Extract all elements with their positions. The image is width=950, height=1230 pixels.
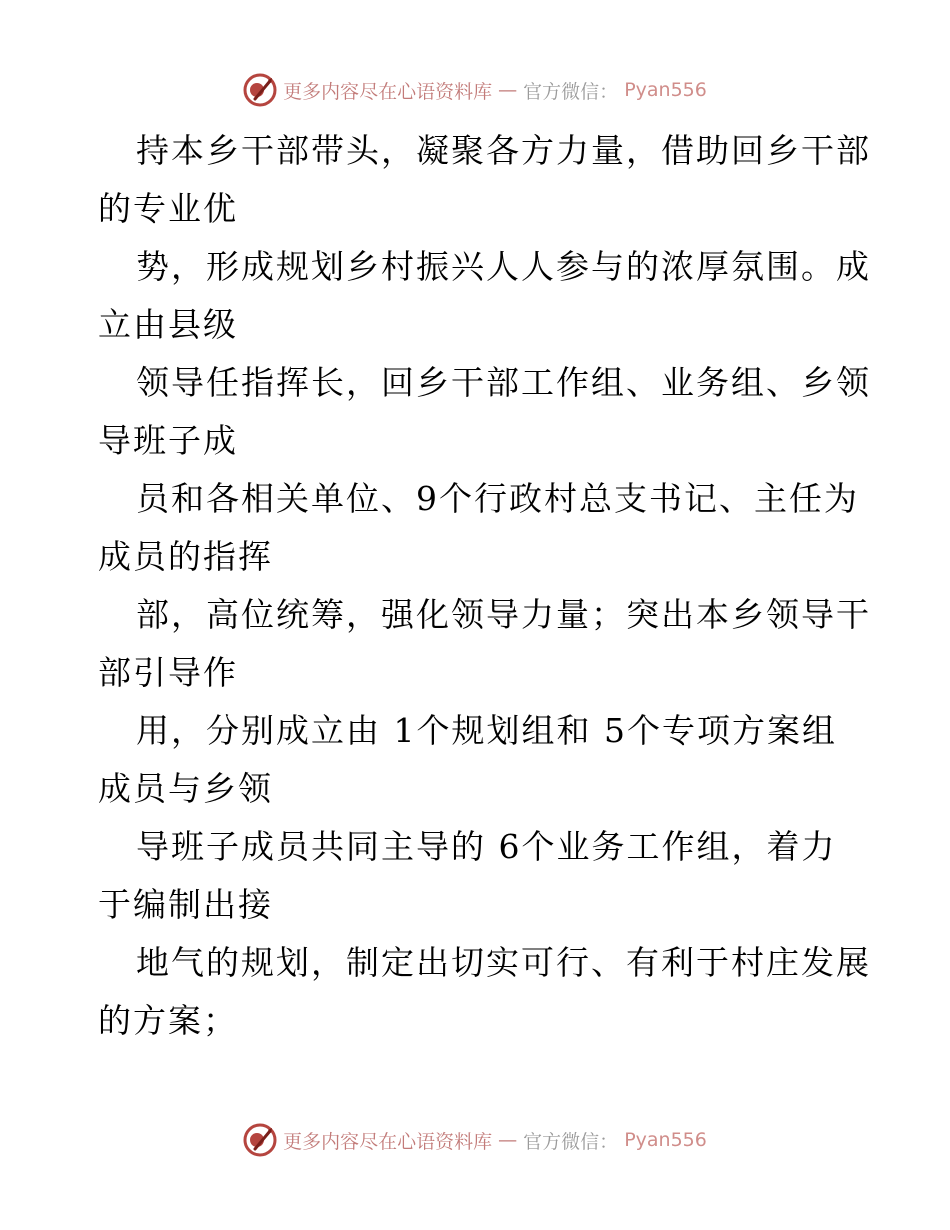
paragraph-line: 部引导作 [98,653,238,692]
paragraph-line: 用，分别成立由 1个规划组和 5个专项方案组 [136,711,837,750]
header-watermark-dash: — [498,79,518,101]
footer-watermark [0,1120,950,1160]
footer-watermark-text: 更多内容尽在心语资料库 [283,1130,493,1153]
paragraph-line: 立由县级 [98,305,238,344]
logo-icon [243,1123,277,1157]
paragraph [98,586,871,702]
paragraph [98,238,871,354]
header-watermark-label: 官方微信： [523,80,619,103]
paragraph-line: 部，高位统筹，强化领导力量；突出本乡领导干 [136,595,871,634]
header-watermark-id: Pyan556 [624,79,707,101]
paragraph-line: 的专业优 [98,189,238,228]
paragraph [98,122,871,238]
paragraph-line: 的方案； [98,1001,238,1040]
paragraph-line: 员和各相关单位、9个行政村总支书记、主任为 [136,479,859,518]
paragraph-line: 领导任指挥长，回乡干部工作组、业务组、乡领 [136,363,871,402]
paragraph-line: 成员的指挥 [98,537,273,576]
footer-watermark-id: Pyan556 [624,1129,707,1151]
footer-watermark-dash: — [498,1129,518,1151]
header-watermark [0,70,950,110]
paragraph [98,818,858,934]
paragraph [98,934,871,1050]
paragraph-line: 成员与乡领 [98,769,273,808]
paragraph [98,354,871,470]
paragraph-line: 导班子成员共同主导的 6个业务工作组，着力 [136,827,837,866]
logo-icon [243,73,277,107]
paragraph [98,702,858,818]
paragraph-line: 势，形成规划乡村振兴人人参与的浓厚氛围。成 [136,247,871,286]
paragraph-line: 地气的规划，制定出切实可行、有利于村庄发展 [136,943,871,982]
paragraph [98,470,858,586]
document-body [98,122,871,1050]
footer-watermark-label: 官方微信： [523,1130,619,1153]
paragraph-line: 导班子成 [98,421,238,460]
paragraph-line: 持本乡干部带头，凝聚各方力量，借助回乡干部 [136,131,871,170]
header-watermark-text: 更多内容尽在心语资料库 [283,80,493,103]
paragraph-line: 于编制出接 [98,885,273,924]
